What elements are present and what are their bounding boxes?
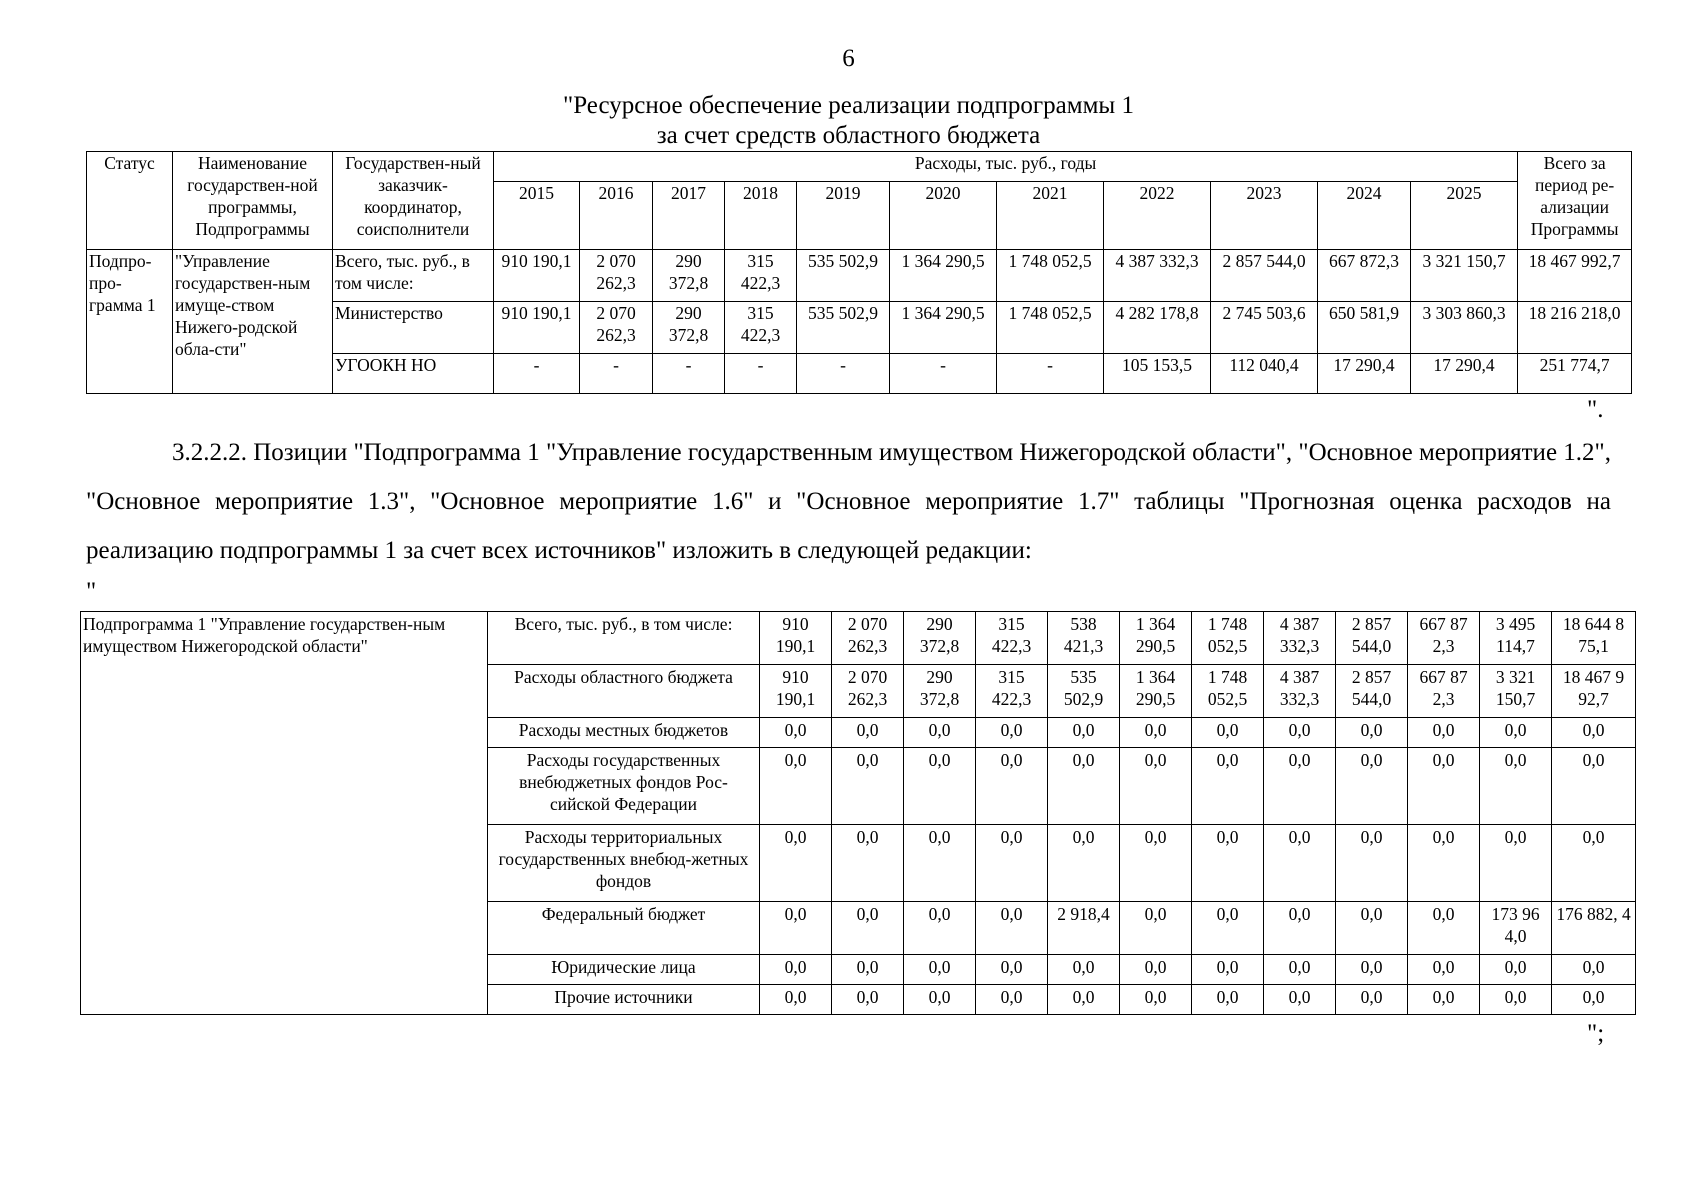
value-cell: 1 748 052,5 bbox=[1192, 665, 1264, 718]
header-year: 2015 bbox=[494, 182, 580, 250]
row-label: Федеральный бюджет bbox=[488, 902, 760, 955]
value-cell: 0,0 bbox=[1408, 825, 1480, 902]
value-cell: 0,0 bbox=[1192, 718, 1264, 748]
total-cell: 251 774,7 bbox=[1518, 354, 1632, 394]
value-cell: 2 070 262,3 bbox=[580, 250, 653, 302]
opening-quote: " bbox=[86, 578, 97, 605]
value-cell: 667 87 2,3 bbox=[1408, 665, 1480, 718]
value-cell: 0,0 bbox=[1480, 718, 1552, 748]
value-cell: 2 918,4 bbox=[1048, 902, 1120, 955]
value-cell: 0,0 bbox=[1192, 985, 1264, 1015]
value-cell: 0,0 bbox=[1336, 825, 1408, 902]
value-cell: 0,0 bbox=[1408, 718, 1480, 748]
value-cell: 0,0 bbox=[1048, 955, 1120, 985]
header-year: 2016 bbox=[580, 182, 653, 250]
value-cell: 2 070 262,3 bbox=[580, 302, 653, 354]
header-year: 2023 bbox=[1211, 182, 1318, 250]
value-cell: 0,0 bbox=[1552, 955, 1636, 985]
value-cell: 0,0 bbox=[832, 955, 904, 985]
value-cell: 0,0 bbox=[1264, 718, 1336, 748]
value-cell: 0,0 bbox=[832, 985, 904, 1015]
value-cell: 0,0 bbox=[1120, 902, 1192, 955]
value-cell: 3 495 114,7 bbox=[1480, 612, 1552, 665]
value-cell: 0,0 bbox=[760, 718, 832, 748]
amendment-paragraph bbox=[86, 428, 1611, 575]
value-cell: 0,0 bbox=[1552, 825, 1636, 902]
value-cell: 910 190,1 bbox=[760, 665, 832, 718]
value-cell: 910 190,1 bbox=[760, 612, 832, 665]
table-row bbox=[81, 612, 1636, 665]
value-cell: 4 282 178,8 bbox=[1104, 302, 1211, 354]
value-cell: 538 421,3 bbox=[1048, 612, 1120, 665]
paragraph-text: 3.2.2.2. Позиции "Подпрограмма 1 "Управление государственным имуществом Нижегородской области", "Основное мероприятие 1.2", "Основное мероприятие 1.3", "Основное мероприятие 1.6" и "Основное мероприятие 1.7" таблицы "Прогнозная оценка расходов на реализацию подпрограммы 1 за счет всех источников" изложить в следующей редакции: bbox=[86, 439, 1611, 564]
value-cell: 0,0 bbox=[976, 718, 1048, 748]
value-cell: 1 364 290,5 bbox=[890, 302, 997, 354]
value-cell: 0,0 bbox=[1264, 825, 1336, 902]
value-cell: 0,0 bbox=[760, 825, 832, 902]
value-cell: 0,0 bbox=[760, 985, 832, 1015]
value-cell: 2 070 262,3 bbox=[832, 665, 904, 718]
value-cell: 0,0 bbox=[1120, 718, 1192, 748]
value-cell: - bbox=[890, 354, 997, 394]
value-cell: 0,0 bbox=[1408, 748, 1480, 825]
value-cell: - bbox=[653, 354, 725, 394]
header-year: 2021 bbox=[997, 182, 1104, 250]
value-cell: 0,0 bbox=[1192, 748, 1264, 825]
value-cell: 0,0 bbox=[904, 955, 976, 985]
value-cell: 0,0 bbox=[832, 825, 904, 902]
header-year: 2019 bbox=[797, 182, 890, 250]
table-title-line-2: за счет средств областного бюджета bbox=[656, 122, 1041, 149]
value-cell: 3 321 150,7 bbox=[1480, 665, 1552, 718]
value-cell: - bbox=[580, 354, 653, 394]
total-cell: 18 467 992,7 bbox=[1518, 250, 1632, 302]
row-label: Расходы государственных внебюджетных фондов Рос-сийской Федерации bbox=[488, 748, 760, 825]
value-cell: 535 502,9 bbox=[1048, 665, 1120, 718]
value-cell: 290 372,8 bbox=[904, 665, 976, 718]
status-cell: Подпро-про-грамма 1 bbox=[87, 250, 173, 394]
value-cell: 0,0 bbox=[976, 955, 1048, 985]
value-cell: 2 070 262,3 bbox=[832, 612, 904, 665]
value-cell: 1 748 052,5 bbox=[997, 250, 1104, 302]
program-label: Подпрограмма 1 "Управление государствен-ным имуществом Нижегородской области" bbox=[81, 612, 488, 1015]
value-cell: 0,0 bbox=[1552, 985, 1636, 1015]
closing-quote: ". bbox=[1587, 396, 1604, 423]
value-cell: 1 748 052,5 bbox=[1192, 612, 1264, 665]
page-number: 6 bbox=[842, 45, 855, 72]
value-cell: 0,0 bbox=[1336, 902, 1408, 955]
value-cell: 910 190,1 bbox=[494, 302, 580, 354]
value-cell: 17 290,4 bbox=[1318, 354, 1411, 394]
header-year: 2022 bbox=[1104, 182, 1211, 250]
row-label: Юридические лица bbox=[488, 955, 760, 985]
row-label: Расходы областного бюджета bbox=[488, 665, 760, 718]
value-cell: 0,0 bbox=[1480, 985, 1552, 1015]
value-cell: 0,0 bbox=[1264, 902, 1336, 955]
value-cell: 17 290,4 bbox=[1411, 354, 1518, 394]
value-cell: 176 882, 4 bbox=[1552, 902, 1636, 955]
closing-quote: "; bbox=[1587, 1020, 1605, 1047]
row-label: Расходы местных бюджетов bbox=[488, 718, 760, 748]
table-title-line-1: "Ресурсное обеспечение реализации подпрограммы 1 bbox=[563, 92, 1134, 119]
value-cell: 0,0 bbox=[1408, 902, 1480, 955]
value-cell: - bbox=[494, 354, 580, 394]
value-cell: 0,0 bbox=[1408, 985, 1480, 1015]
value-cell: 0,0 bbox=[904, 825, 976, 902]
value-cell: 112 040,4 bbox=[1211, 354, 1318, 394]
value-cell: 0,0 bbox=[1336, 718, 1408, 748]
value-cell: 0,0 bbox=[976, 825, 1048, 902]
value-cell: 290 372,8 bbox=[653, 302, 725, 354]
value-cell: 0,0 bbox=[1120, 825, 1192, 902]
value-cell: 18 644 8 75,1 bbox=[1552, 612, 1636, 665]
row-label: Министерство bbox=[333, 302, 494, 354]
program-name-cell: "Управление государствен-ным имуще-ством Нижего-родской обла-сти" bbox=[173, 250, 333, 394]
value-cell: 1 748 052,5 bbox=[997, 302, 1104, 354]
value-cell: 1 364 290,5 bbox=[890, 250, 997, 302]
value-cell: 0,0 bbox=[976, 902, 1048, 955]
value-cell: 0,0 bbox=[760, 902, 832, 955]
value-cell: 0,0 bbox=[1048, 748, 1120, 825]
header-year: 2020 bbox=[890, 182, 997, 250]
value-cell: 0,0 bbox=[1336, 748, 1408, 825]
value-cell: 0,0 bbox=[1048, 985, 1120, 1015]
value-cell: 667 87 2,3 bbox=[1408, 612, 1480, 665]
value-cell: 667 872,3 bbox=[1318, 250, 1411, 302]
value-cell: 0,0 bbox=[832, 718, 904, 748]
value-cell: 290 372,8 bbox=[904, 612, 976, 665]
value-cell: 18 467 9 92,7 bbox=[1552, 665, 1636, 718]
header-total: Всего за период ре-ализации Программы bbox=[1518, 152, 1632, 250]
value-cell: 0,0 bbox=[904, 985, 976, 1015]
value-cell: 0,0 bbox=[1120, 985, 1192, 1015]
value-cell: 4 387 332,3 bbox=[1264, 665, 1336, 718]
value-cell: 0,0 bbox=[1264, 985, 1336, 1015]
value-cell: 315 422,3 bbox=[976, 665, 1048, 718]
value-cell: 290 372,8 bbox=[653, 250, 725, 302]
forecast-table bbox=[80, 611, 1636, 1015]
value-cell: 4 387 332,3 bbox=[1104, 250, 1211, 302]
value-cell: 0,0 bbox=[760, 955, 832, 985]
header-expenses: Расходы, тыс. руб., годы bbox=[494, 152, 1518, 182]
value-cell: 0,0 bbox=[832, 748, 904, 825]
row-label: Всего, тыс. руб., в том числе: bbox=[333, 250, 494, 302]
value-cell: - bbox=[725, 354, 797, 394]
row-label: Прочие источники bbox=[488, 985, 760, 1015]
value-cell: 1 364 290,5 bbox=[1120, 612, 1192, 665]
value-cell: 0,0 bbox=[1336, 985, 1408, 1015]
header-year: 2017 bbox=[653, 182, 725, 250]
value-cell: 0,0 bbox=[1192, 825, 1264, 902]
value-cell: 0,0 bbox=[1264, 955, 1336, 985]
value-cell: 535 502,9 bbox=[797, 250, 890, 302]
header-status: Статус bbox=[87, 152, 173, 250]
value-cell: 0,0 bbox=[1048, 825, 1120, 902]
value-cell: 0,0 bbox=[976, 748, 1048, 825]
value-cell: 2 745 503,6 bbox=[1211, 302, 1318, 354]
value-cell: 3 321 150,7 bbox=[1411, 250, 1518, 302]
value-cell: 0,0 bbox=[1048, 718, 1120, 748]
value-cell: 0,0 bbox=[1480, 955, 1552, 985]
value-cell: 173 96 4,0 bbox=[1480, 902, 1552, 955]
value-cell: - bbox=[797, 354, 890, 394]
value-cell: 0,0 bbox=[1552, 718, 1636, 748]
value-cell: 0,0 bbox=[760, 748, 832, 825]
total-cell: 18 216 218,0 bbox=[1518, 302, 1632, 354]
value-cell: 0,0 bbox=[1192, 955, 1264, 985]
value-cell: 3 303 860,3 bbox=[1411, 302, 1518, 354]
value-cell: 2 857 544,0 bbox=[1336, 612, 1408, 665]
value-cell: 0,0 bbox=[904, 902, 976, 955]
value-cell: 0,0 bbox=[1336, 955, 1408, 985]
value-cell: 2 857 544,0 bbox=[1336, 665, 1408, 718]
value-cell: 2 857 544,0 bbox=[1211, 250, 1318, 302]
resource-table bbox=[86, 151, 1632, 394]
value-cell: 910 190,1 bbox=[494, 250, 580, 302]
value-cell: 0,0 bbox=[1552, 748, 1636, 825]
value-cell: 0,0 bbox=[976, 985, 1048, 1015]
value-cell: 535 502,9 bbox=[797, 302, 890, 354]
header-program-name: Наименование государствен-ной программы, Подпрограммы bbox=[173, 152, 333, 250]
value-cell: 315 422,3 bbox=[725, 250, 797, 302]
table-row bbox=[87, 250, 1632, 302]
header-year: 2018 bbox=[725, 182, 797, 250]
header-year: 2025 bbox=[1411, 182, 1518, 250]
value-cell: 105 153,5 bbox=[1104, 354, 1211, 394]
value-cell: 0,0 bbox=[1264, 748, 1336, 825]
value-cell: 4 387 332,3 bbox=[1264, 612, 1336, 665]
header-customer: Государствен-ный заказчик-координатор, соисполнители bbox=[333, 152, 494, 250]
value-cell: 0,0 bbox=[1480, 825, 1552, 902]
value-cell: 0,0 bbox=[904, 748, 976, 825]
value-cell: 315 422,3 bbox=[725, 302, 797, 354]
row-label: Расходы территориальных государственных внебюд-жетных фондов bbox=[488, 825, 760, 902]
value-cell: 650 581,9 bbox=[1318, 302, 1411, 354]
value-cell: 0,0 bbox=[1120, 955, 1192, 985]
row-label: Всего, тыс. руб., в том числе: bbox=[488, 612, 760, 665]
value-cell: 0,0 bbox=[832, 902, 904, 955]
value-cell: 0,0 bbox=[1192, 902, 1264, 955]
value-cell: 0,0 bbox=[1408, 955, 1480, 985]
row-label: УГООКН НО bbox=[333, 354, 494, 394]
value-cell: - bbox=[997, 354, 1104, 394]
header-year: 2024 bbox=[1318, 182, 1411, 250]
value-cell: 0,0 bbox=[1120, 748, 1192, 825]
value-cell: 0,0 bbox=[904, 718, 976, 748]
value-cell: 315 422,3 bbox=[976, 612, 1048, 665]
value-cell: 0,0 bbox=[1480, 748, 1552, 825]
value-cell: 1 364 290,5 bbox=[1120, 665, 1192, 718]
